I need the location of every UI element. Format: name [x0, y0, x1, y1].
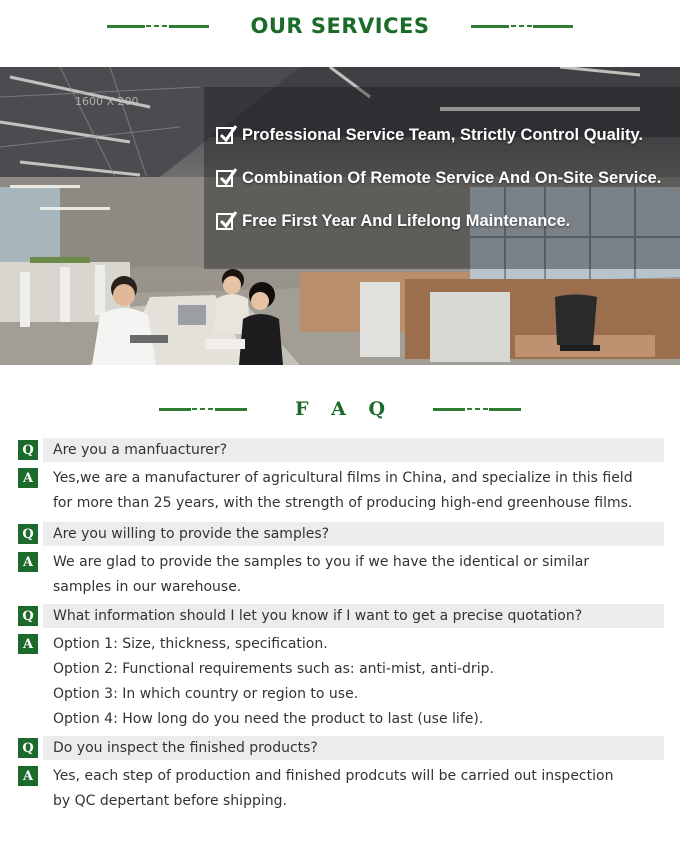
- service-item: [216, 124, 661, 146]
- faq-question: [18, 522, 664, 546]
- service-item: [216, 167, 661, 189]
- services-header: [0, 8, 680, 44]
- answer-line: Option 3: In which country or region to use.: [53, 686, 359, 702]
- answer-line: for more than 25 years, with the strength of producing high-end greenhouse films.: [53, 495, 633, 511]
- ceiling-text: 1600 X 200: [75, 95, 139, 108]
- answer-line: Yes, each step of production and finished prodcuts will be carried out inspection: [53, 768, 614, 784]
- q-badge: Q: [18, 738, 38, 758]
- faq-answer: [18, 632, 664, 732]
- services-list: [216, 124, 661, 253]
- faq-answer: [18, 764, 664, 814]
- left-decoration: [107, 25, 209, 28]
- faq-title: F A Q: [294, 398, 393, 420]
- a-badge: A: [18, 634, 38, 654]
- q-badge: Q: [18, 440, 38, 460]
- faq-answer: [18, 550, 664, 600]
- checkbox-icon: [216, 170, 233, 187]
- a-badge: A: [18, 468, 38, 488]
- faq-answer: [18, 466, 664, 516]
- faq-header: [0, 392, 680, 426]
- q-badge: Q: [18, 606, 38, 626]
- service-text: Free First Year And Lifelong Maintenance.: [242, 211, 571, 230]
- faq-question: [18, 736, 664, 760]
- checkbox-icon: [216, 127, 233, 144]
- answer-text: [53, 466, 633, 516]
- answer-line: Option 2: Functional requirements such as: anti-mist, anti-drip.: [53, 661, 494, 677]
- answer-line: Option 1: Size, thickness, specification.: [53, 636, 328, 652]
- question-text: Are you willing to provide the samples?: [43, 522, 664, 546]
- faq-question: [18, 604, 664, 628]
- faq-question: [18, 438, 664, 462]
- services-title: OUR SERVICES: [250, 14, 430, 38]
- service-text: Combination Of Remote Service And On-Site Service.: [242, 168, 662, 187]
- question-text: Do you inspect the finished products?: [43, 736, 664, 760]
- answer-line: Option 4: How long do you need the product to last (use life).: [53, 711, 484, 727]
- answer-text: [53, 764, 613, 814]
- right-decoration: [433, 408, 521, 411]
- faq-list: [18, 438, 664, 818]
- service-text: Professional Service Team, Strictly Control Quality.: [242, 125, 644, 144]
- checkbox-icon: [216, 213, 233, 230]
- answer-line: samples in our warehouse.: [53, 579, 242, 595]
- a-badge: A: [18, 766, 38, 786]
- answer-line: We are glad to provide the samples to you if we have the identical or similar: [53, 554, 590, 570]
- answer-text: [53, 632, 494, 732]
- right-decoration: [471, 25, 573, 28]
- q-badge: Q: [18, 524, 38, 544]
- answer-line: Yes,we are a manufacturer of agricultural films in China, and specialize in this field: [53, 470, 633, 486]
- office-banner-image: [0, 67, 680, 365]
- answer-text: [53, 550, 589, 600]
- service-item: [216, 210, 661, 232]
- question-text: Are you a manfuacturer?: [43, 438, 664, 462]
- answer-line: by QC depertant before shipping.: [53, 793, 287, 809]
- left-decoration: [159, 408, 247, 411]
- a-badge: A: [18, 552, 38, 572]
- question-text: What information should I let you know if I want to get a precise quotation?: [43, 604, 664, 628]
